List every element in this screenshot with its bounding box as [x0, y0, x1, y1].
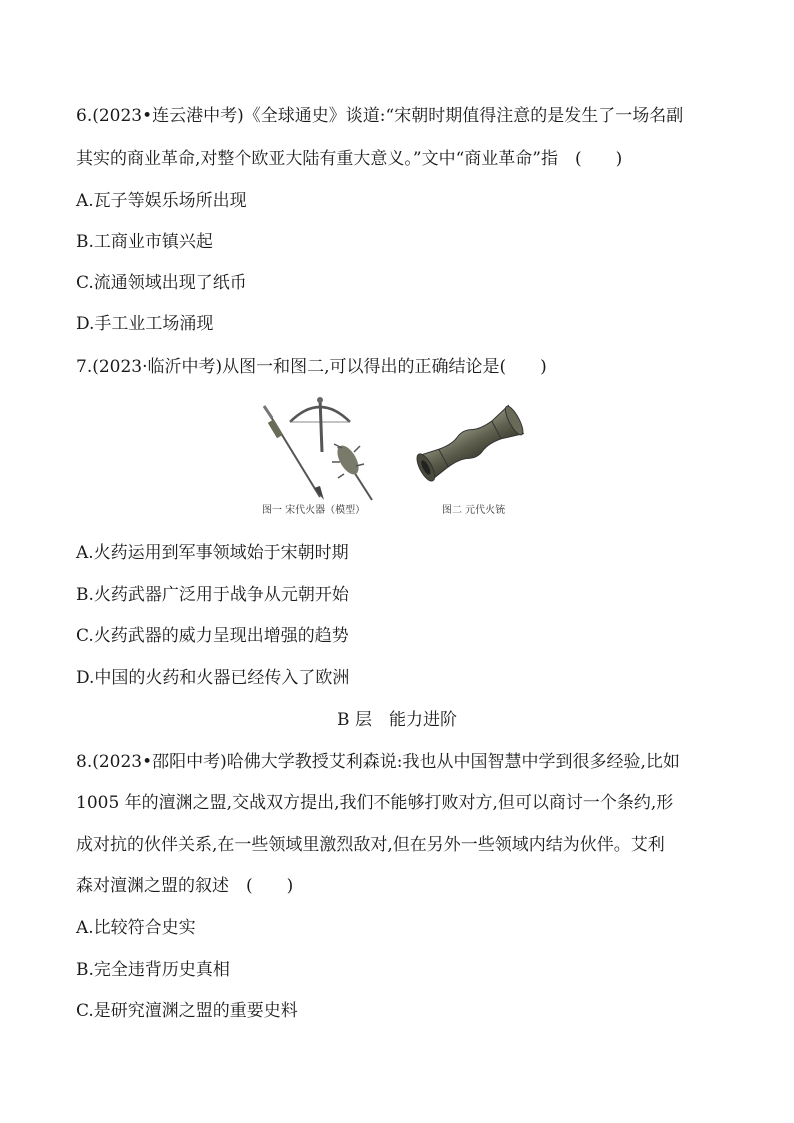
q8-option-a: A.比较符合史实 [76, 918, 196, 938]
q6-option-c: C.流通领域出现了纸币 [76, 273, 247, 293]
q6-option-d: D.手工业工场涌现 [76, 314, 214, 334]
q8-stem-line-1: 8.(2023•邵阳中考)哈佛大学教授艾利森说:我也从中国智慧中学到很多经验,比如 [76, 752, 680, 772]
q7-option-a: A.火药运用到军事领域始于宋朝时期 [76, 543, 349, 563]
q7-option-b: B.火药武器广泛用于战争从元朝开始 [76, 585, 349, 605]
q8-option-c: C.是研究澶渊之盟的重要史料 [76, 1001, 298, 1021]
q7-stem-line-1: 7.(2023·临沂中考)从图一和图二,可以得出的正确结论是( ) [76, 357, 547, 377]
q6-stem-line-2: 其实的商业革命,对整个欧亚大陆有重大意义。”文中“商业革命”指 ( ) [76, 149, 623, 169]
q6-option-a: A.瓦子等娱乐场所出现 [76, 191, 247, 211]
q6-option-b: B.工商业市镇兴起 [76, 232, 213, 252]
q7-option-c: C.火药武器的威力呈现出增强的趋势 [76, 626, 349, 646]
section-b-heading: B 层 能力进阶 [337, 710, 457, 730]
yuan-hand-cannon-illustration [410, 394, 530, 494]
figure-1-caption: 图一 宋代火器（模型） [262, 505, 366, 516]
q8-option-b: B.完全违背历史真相 [76, 960, 230, 980]
q7-option-d: D.中国的火药和火器已经传入了欧洲 [76, 668, 350, 688]
song-fire-weapons-illustration [250, 392, 390, 502]
q6-stem-line-1: 6.(2023•连云港中考)《全球通史》谈道:“宋朝时期值得注意的是发生了一场名副 [76, 106, 684, 126]
q8-stem-line-4: 森对澶渊之盟的叙述 ( ) [76, 876, 294, 896]
q7-figure [250, 392, 540, 520]
q8-stem-line-2: 1005 年的澶渊之盟,交战双方提出,我们不能够打败对方,但可以商讨一个条约,形 [76, 793, 674, 813]
q8-stem-line-3: 成对抗的伙伴关系,在一些领域里激烈敌对,但在另外一些领域内结为伙伴。艾利 [76, 835, 665, 855]
figure-2-caption: 图二 元代火铳 [442, 505, 506, 516]
